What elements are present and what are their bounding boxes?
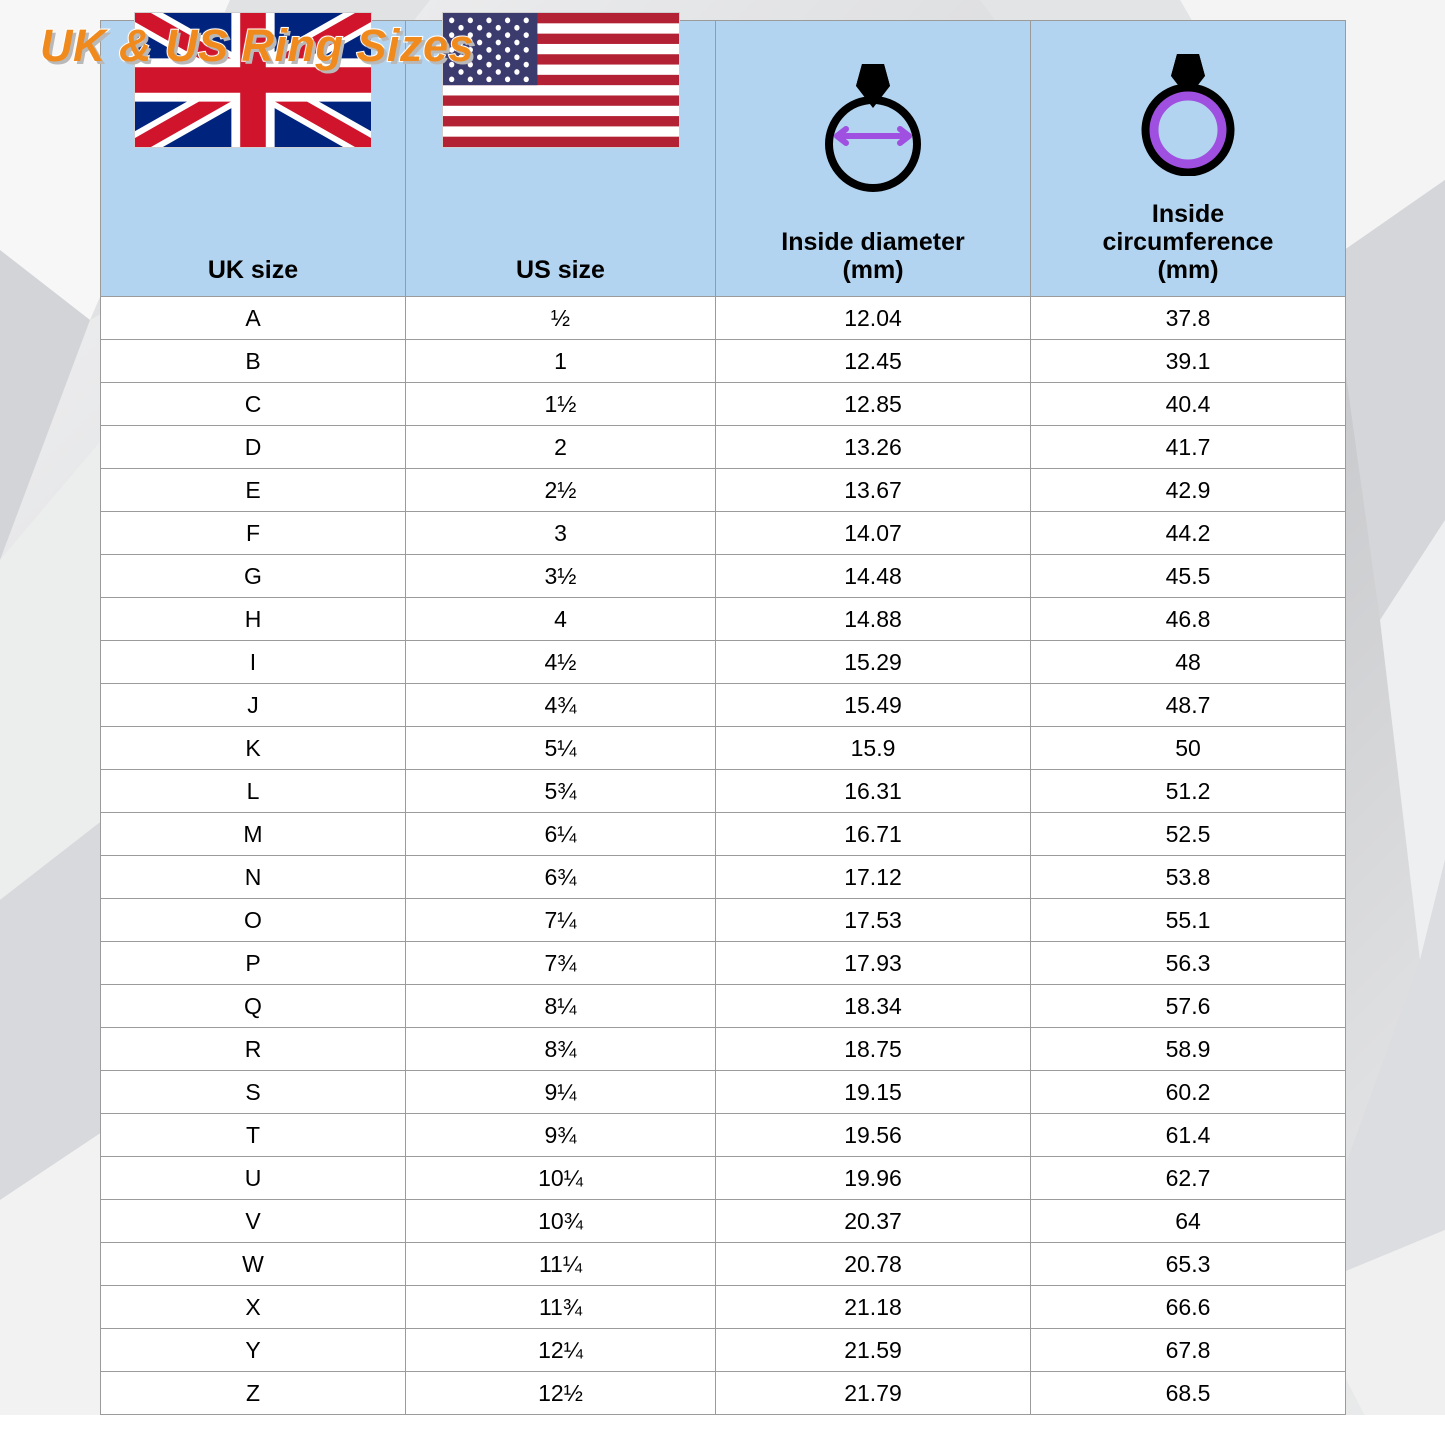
cell-uk-size: V (101, 1200, 406, 1243)
cell-inside-circumference: 58.9 (1031, 1028, 1346, 1071)
cell-inside-circumference: 62.7 (1031, 1157, 1346, 1200)
cell-us-size: 7¼ (406, 899, 716, 942)
cell-us-size: 12¼ (406, 1329, 716, 1372)
table-row (101, 555, 1346, 598)
table-body (101, 297, 1346, 1415)
cell-inside-diameter: 13.26 (716, 426, 1031, 469)
cell-uk-size: A (101, 297, 406, 340)
cell-inside-diameter: 18.75 (716, 1028, 1031, 1071)
cell-uk-size: W (101, 1243, 406, 1286)
table-row (101, 598, 1346, 641)
cell-uk-size: H (101, 598, 406, 641)
cell-uk-size: B (101, 340, 406, 383)
cell-inside-diameter: 15.29 (716, 641, 1031, 684)
bottom-white-strip (0, 1415, 1445, 1445)
cell-inside-circumference: 52.5 (1031, 813, 1346, 856)
table-row (101, 856, 1346, 899)
cell-us-size: 7¾ (406, 942, 716, 985)
cell-inside-circumference: 56.3 (1031, 942, 1346, 985)
cell-us-size: 10¾ (406, 1200, 716, 1243)
inside-circumference-line2: circumference (1102, 228, 1274, 256)
cell-us-size: 5¾ (406, 770, 716, 813)
cell-us-size: 2½ (406, 469, 716, 512)
cell-inside-diameter: 20.78 (716, 1243, 1031, 1286)
table-row (101, 1372, 1346, 1415)
cell-us-size: 9¾ (406, 1114, 716, 1157)
column-header-inside-circumference-label (1103, 200, 1274, 284)
cell-inside-diameter: 15.9 (716, 727, 1031, 770)
cell-inside-circumference: 65.3 (1031, 1243, 1346, 1286)
table-row (101, 426, 1346, 469)
column-header-uk-size-label: UK size (207, 256, 299, 284)
cell-inside-circumference: 48.7 (1031, 684, 1346, 727)
cell-inside-diameter: 21.18 (716, 1286, 1031, 1329)
ring-size-sheet (100, 20, 1345, 1415)
cell-uk-size: P (101, 942, 406, 985)
page-title-container (40, 20, 474, 72)
cell-uk-size: N (101, 856, 406, 899)
table-row (101, 727, 1346, 770)
column-header-us-size-label: US size (516, 256, 605, 284)
inside-diameter-line2: (mm) (842, 256, 904, 284)
cell-uk-size: J (101, 684, 406, 727)
cell-uk-size: U (101, 1157, 406, 1200)
cell-inside-circumference: 57.6 (1031, 985, 1346, 1028)
cell-inside-circumference: 68.5 (1031, 1372, 1346, 1415)
cell-inside-circumference: 44.2 (1031, 512, 1346, 555)
cell-us-size: 8¾ (406, 1028, 716, 1071)
cell-uk-size: I (101, 641, 406, 684)
cell-us-size: 1 (406, 340, 716, 383)
cell-uk-size: F (101, 512, 406, 555)
cell-us-size: 12½ (406, 1372, 716, 1415)
table-row (101, 1028, 1346, 1071)
cell-uk-size: C (101, 383, 406, 426)
cell-us-size: 3½ (406, 555, 716, 598)
cell-uk-size: T (101, 1114, 406, 1157)
cell-uk-size: S (101, 1071, 406, 1114)
table-row (101, 1071, 1346, 1114)
table-row (101, 985, 1346, 1028)
column-header-inside-diameter (716, 21, 1031, 297)
cell-inside-circumference: 42.9 (1031, 469, 1346, 512)
table-row (101, 383, 1346, 426)
cell-inside-diameter: 13.67 (716, 469, 1031, 512)
cell-inside-diameter: 12.85 (716, 383, 1031, 426)
column-header-inside-circumference (1031, 21, 1346, 297)
cell-us-size: 4 (406, 598, 716, 641)
cell-inside-circumference: 48 (1031, 641, 1346, 684)
cell-inside-diameter: 21.79 (716, 1372, 1031, 1415)
table-row (101, 641, 1346, 684)
cell-inside-circumference: 51.2 (1031, 770, 1346, 813)
cell-inside-diameter: 17.93 (716, 942, 1031, 985)
us-flag-icon (442, 12, 680, 148)
table-row (101, 469, 1346, 512)
cell-inside-circumference: 66.6 (1031, 1286, 1346, 1329)
cell-uk-size: K (101, 727, 406, 770)
cell-inside-diameter: 16.71 (716, 813, 1031, 856)
cell-uk-size: Q (101, 985, 406, 1028)
cell-us-size: 11¼ (406, 1243, 716, 1286)
cell-inside-diameter: 16.31 (716, 770, 1031, 813)
table-row (101, 1114, 1346, 1157)
ring-size-table (100, 20, 1346, 1415)
cell-uk-size: R (101, 1028, 406, 1071)
column-header-inside-diameter-label (781, 228, 964, 284)
cell-us-size: 2 (406, 426, 716, 469)
cell-us-size: 4¾ (406, 684, 716, 727)
cell-inside-circumference: 37.8 (1031, 297, 1346, 340)
cell-uk-size: Z (101, 1372, 406, 1415)
table-row (101, 770, 1346, 813)
cell-inside-circumference: 41.7 (1031, 426, 1346, 469)
table-row (101, 1157, 1346, 1200)
page-title: UK & US Ring Sizes (40, 20, 475, 71)
cell-inside-diameter: 12.04 (716, 297, 1031, 340)
cell-inside-circumference: 53.8 (1031, 856, 1346, 899)
cell-inside-diameter: 17.12 (716, 856, 1031, 899)
cell-us-size: 4½ (406, 641, 716, 684)
cell-us-size: 1½ (406, 383, 716, 426)
cell-inside-diameter: 14.07 (716, 512, 1031, 555)
cell-us-size: ½ (406, 297, 716, 340)
cell-uk-size: D (101, 426, 406, 469)
cell-inside-diameter: 18.34 (716, 985, 1031, 1028)
cell-us-size: 3 (406, 512, 716, 555)
cell-uk-size: X (101, 1286, 406, 1329)
cell-uk-size: Y (101, 1329, 406, 1372)
cell-inside-circumference: 39.1 (1031, 340, 1346, 383)
table-row (101, 1243, 1346, 1286)
ring-diameter-icon (798, 52, 948, 197)
cell-uk-size: M (101, 813, 406, 856)
ring-circumference-icon (1113, 46, 1263, 176)
cell-uk-size: O (101, 899, 406, 942)
cell-inside-circumference: 46.8 (1031, 598, 1346, 641)
cell-inside-diameter: 12.45 (716, 340, 1031, 383)
cell-inside-diameter: 19.56 (716, 1114, 1031, 1157)
table-row (101, 942, 1346, 985)
cell-us-size: 9¼ (406, 1071, 716, 1114)
cell-us-size: 6¾ (406, 856, 716, 899)
cell-inside-diameter: 19.15 (716, 1071, 1031, 1114)
cell-us-size: 11¾ (406, 1286, 716, 1329)
table-row (101, 340, 1346, 383)
cell-inside-circumference: 64 (1031, 1200, 1346, 1243)
cell-us-size: 10¼ (406, 1157, 716, 1200)
cell-inside-diameter: 21.59 (716, 1329, 1031, 1372)
inside-circumference-line3: (mm) (1157, 256, 1219, 284)
cell-uk-size: E (101, 469, 406, 512)
cell-uk-size: L (101, 770, 406, 813)
table-row (101, 1286, 1346, 1329)
inside-circumference-line1: Inside (1151, 200, 1225, 228)
cell-inside-diameter: 15.49 (716, 684, 1031, 727)
cell-us-size: 8¼ (406, 985, 716, 1028)
table-row (101, 899, 1346, 942)
cell-inside-circumference: 67.8 (1031, 1329, 1346, 1372)
cell-inside-circumference: 50 (1031, 727, 1346, 770)
cell-us-size: 5¼ (406, 727, 716, 770)
table-row (101, 684, 1346, 727)
table-row (101, 297, 1346, 340)
cell-inside-diameter: 20.37 (716, 1200, 1031, 1243)
cell-inside-circumference: 61.4 (1031, 1114, 1346, 1157)
table-row (101, 1329, 1346, 1372)
table-row (101, 512, 1346, 555)
cell-inside-diameter: 14.88 (716, 598, 1031, 641)
cell-inside-circumference: 55.1 (1031, 899, 1346, 942)
cell-inside-circumference: 60.2 (1031, 1071, 1346, 1114)
cell-inside-diameter: 17.53 (716, 899, 1031, 942)
cell-inside-circumference: 45.5 (1031, 555, 1346, 598)
cell-us-size: 6¼ (406, 813, 716, 856)
table-row (101, 813, 1346, 856)
cell-uk-size: G (101, 555, 406, 598)
table-row (101, 1200, 1346, 1243)
cell-inside-diameter: 19.96 (716, 1157, 1031, 1200)
cell-inside-circumference: 40.4 (1031, 383, 1346, 426)
inside-diameter-line1: Inside diameter (781, 228, 965, 256)
cell-inside-diameter: 14.48 (716, 555, 1031, 598)
